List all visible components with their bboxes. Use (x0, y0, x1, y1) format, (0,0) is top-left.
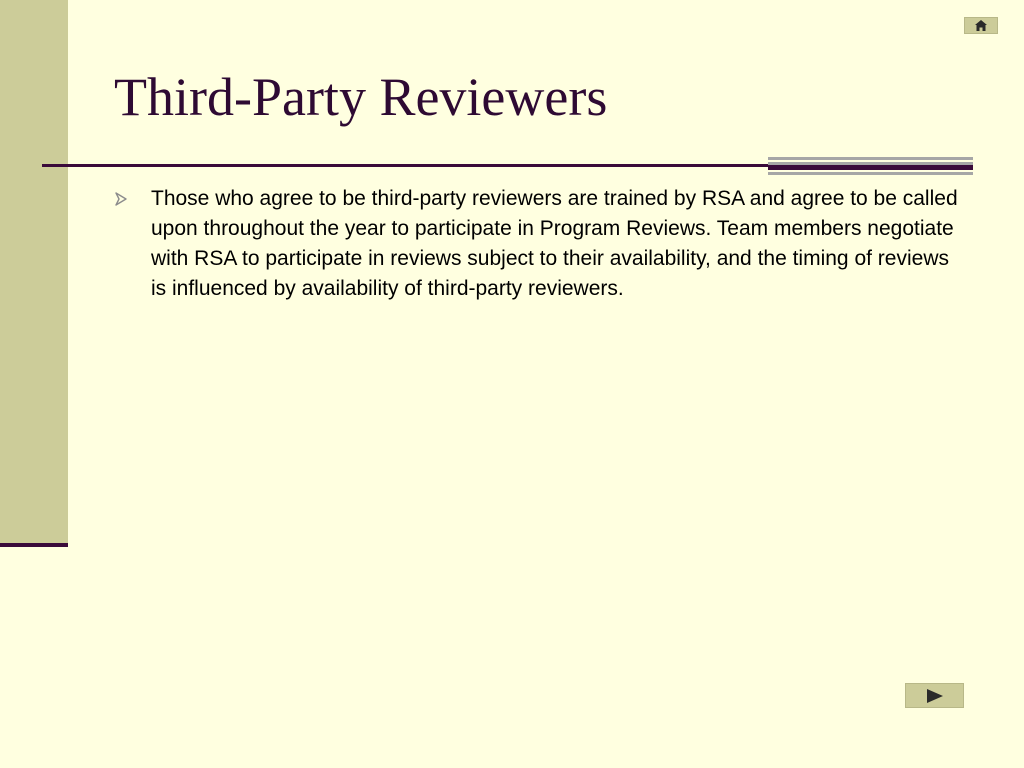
title-divider-accent (768, 157, 973, 180)
sidebar-rule (0, 543, 68, 547)
left-sidebar-bar (0, 0, 68, 545)
arrow-bullet-icon (114, 192, 128, 206)
play-arrow-icon (926, 689, 944, 703)
next-slide-button[interactable] (905, 683, 964, 708)
bullet-list (114, 184, 964, 304)
home-button[interactable] (964, 17, 998, 34)
slide-title: Third-Party Reviewers (114, 67, 608, 127)
home-icon (975, 20, 987, 31)
bullet-text: Those who agree to be third-party reviewers are trained by RSA and agree to be called upon throughout the year to participate in Program Reviews. Team members negotiate with RSA to participate in reviews subject to their availability, and the timing of reviews is influenced by availability of third-party reviewers. (151, 187, 958, 300)
bullet-item (114, 184, 964, 304)
